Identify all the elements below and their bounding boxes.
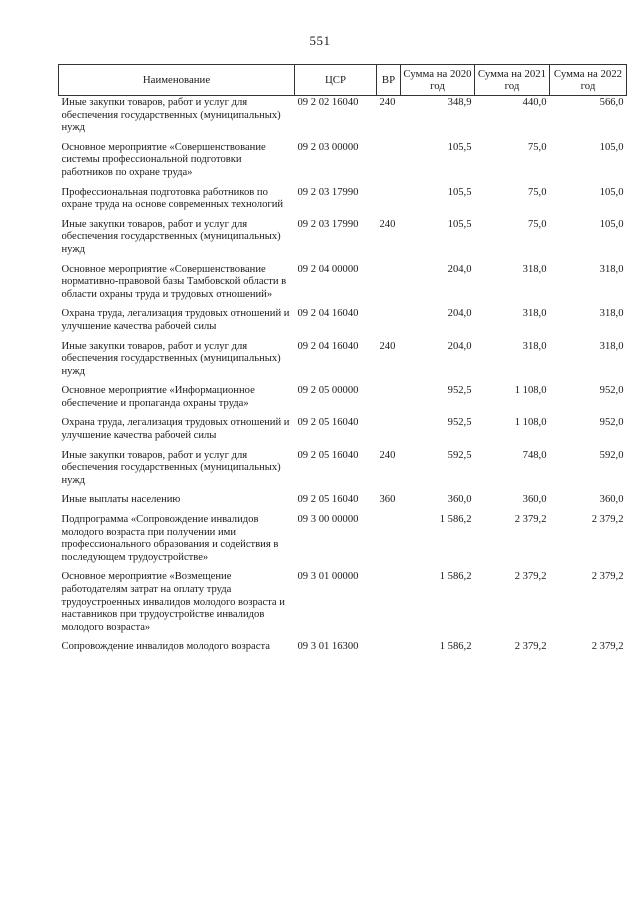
row-sum-2020: 1 586,2 xyxy=(439,514,472,526)
row-sum-2021: 318,0 xyxy=(522,308,547,320)
row-csr-code: 09 2 03 17990 xyxy=(297,218,359,230)
row-sum-2020: 105,5 xyxy=(447,141,472,153)
row-name: Иные закупки товаров, работ и услуг для обеспечения государственных (муниципальных) нужд xyxy=(61,218,281,255)
row-name: Охрана труда, легализация трудовых отношений и улучшение качества рабочей силы xyxy=(61,417,290,442)
row-csr-code: 09 2 05 16040 xyxy=(297,494,359,506)
row-name: Охрана труда, легализация трудовых отношений и улучшение качества рабочей силы xyxy=(61,308,290,332)
row-csr-code: 09 2 04 16040 xyxy=(297,308,359,320)
table-row xyxy=(59,141,627,186)
row-vr-code xyxy=(377,307,401,339)
row-sum-2021: 2 379,2 xyxy=(514,641,547,653)
row-sum-2022: 592,0 xyxy=(599,449,624,461)
row-sum-2020: 952,5 xyxy=(447,417,472,429)
row-sum-2021: 75,0 xyxy=(527,218,547,230)
row-sum-2022: 318,0 xyxy=(599,308,624,320)
row-sum-2020: 204,0 xyxy=(447,340,472,352)
row-sum-2022: 105,0 xyxy=(599,186,624,198)
row-sum-2021: 75,0 xyxy=(527,186,547,198)
row-sum-2021: 1 108,0 xyxy=(514,385,547,397)
header-sum-2022: Сумма на 2022 год xyxy=(550,65,627,96)
row-sum-2020: 952,5 xyxy=(447,385,472,397)
row-name: Основное мероприятие «Возмещение работодателям затрат на оплату труда трудоустроенных инвалидов молодого возраста и наставников при трудоустройстве инвалидов молодого возраста» xyxy=(61,571,285,633)
row-sum-2020: 1 586,2 xyxy=(439,571,472,583)
header-vr: ВР xyxy=(377,65,401,96)
table-row xyxy=(59,263,627,308)
row-vr-code xyxy=(377,186,401,218)
row-csr-code: 09 2 03 17990 xyxy=(297,186,359,198)
row-name: Профессиональная подготовка работников по охране труда на основе современных технологий xyxy=(61,186,284,211)
row-name: Иные выплаты населению xyxy=(61,494,181,506)
row-sum-2022: 105,0 xyxy=(599,141,624,153)
row-name: Подпрограмма «Сопровождение инвалидов молодого возраста при получении ими профессионального образования и содействия в последующем трудоустройстве» xyxy=(61,514,279,563)
row-name: Основное мероприятие «Информационное обеспечение и пропаганда охраны труда» xyxy=(61,385,255,409)
row-sum-2020: 592,5 xyxy=(447,449,472,461)
row-sum-2020: 105,5 xyxy=(447,218,472,230)
row-vr-code: 240 xyxy=(379,449,396,461)
page-number: 551 xyxy=(309,33,331,48)
table-row xyxy=(59,570,627,640)
row-sum-2021: 1 108,0 xyxy=(514,417,547,429)
row-vr-code xyxy=(377,570,401,640)
row-csr-code: 09 2 05 16040 xyxy=(297,417,359,429)
table-row xyxy=(59,384,627,416)
row-name: Иные закупки товаров, работ и услуг для обеспечения государственных (муниципальных) нужд xyxy=(61,97,281,134)
row-sum-2021: 2 379,2 xyxy=(514,571,547,583)
table-row xyxy=(59,449,627,494)
row-csr-code: 09 2 02 16040 xyxy=(297,97,359,108)
row-sum-2022: 105,0 xyxy=(599,218,624,230)
row-vr-code xyxy=(377,513,401,570)
row-sum-2021: 2 379,2 xyxy=(514,514,547,526)
row-sum-2021: 318,0 xyxy=(522,263,547,275)
table-row xyxy=(59,640,627,660)
table-row xyxy=(59,493,627,513)
row-vr-code xyxy=(377,640,401,660)
table-row xyxy=(59,513,627,570)
row-csr-code: 09 2 04 16040 xyxy=(297,340,359,352)
table-row xyxy=(59,340,627,385)
header-name: Наименование xyxy=(59,65,295,96)
row-name: Иные закупки товаров, работ и услуг для обеспечения государственных (муниципальных) нужд xyxy=(61,340,281,377)
row-vr-code xyxy=(377,384,401,416)
row-sum-2022: 318,0 xyxy=(599,340,624,352)
row-csr-code: 09 2 05 16040 xyxy=(297,449,359,461)
row-sum-2021: 360,0 xyxy=(522,494,547,506)
row-csr-code: 09 3 01 16300 xyxy=(297,641,359,653)
row-csr-code: 09 3 00 00000 xyxy=(297,514,359,526)
row-sum-2022: 2 379,2 xyxy=(591,641,624,653)
table-row xyxy=(59,186,627,218)
row-sum-2022: 952,0 xyxy=(599,417,624,429)
row-sum-2020: 360,0 xyxy=(447,494,472,506)
table-header xyxy=(59,65,627,96)
row-vr-code: 240 xyxy=(379,340,396,352)
row-vr-code: 360 xyxy=(379,494,396,506)
row-name: Сопровождение инвалидов молодого возраста xyxy=(61,641,270,653)
row-csr-code: 09 2 05 00000 xyxy=(297,385,359,397)
row-sum-2020: 105,5 xyxy=(447,186,472,198)
row-sum-2020: 204,0 xyxy=(447,308,472,320)
row-vr-code xyxy=(377,141,401,186)
row-name: Основное мероприятие «Совершенствование системы профессиональной подготовки работников по охране труда» xyxy=(61,141,266,178)
row-vr-code: 240 xyxy=(379,97,396,108)
row-sum-2021: 318,0 xyxy=(522,340,547,352)
row-sum-2020: 204,0 xyxy=(447,263,472,275)
row-vr-code xyxy=(377,263,401,308)
row-sum-2022: 318,0 xyxy=(599,263,624,275)
row-sum-2021: 440,0 xyxy=(522,97,547,108)
row-csr-code: 09 3 01 00000 xyxy=(297,571,359,583)
table-row xyxy=(59,96,627,141)
row-vr-code xyxy=(377,416,401,448)
header-sum-2020: Сумма на 2020 год xyxy=(401,65,475,96)
row-sum-2020: 348,9 xyxy=(447,97,472,108)
row-csr-code: 09 2 04 00000 xyxy=(297,263,359,275)
table-row xyxy=(59,307,627,339)
table-row xyxy=(59,218,627,263)
row-name: Основное мероприятие «Совершенствование нормативно-правовой базы Тамбовской области в области охраны труда и трудовых отношений» xyxy=(61,263,287,300)
row-sum-2020: 1 586,2 xyxy=(439,641,472,653)
row-sum-2022: 2 379,2 xyxy=(591,571,624,583)
row-sum-2022: 952,0 xyxy=(599,385,624,397)
row-sum-2022: 566,0 xyxy=(599,97,624,108)
row-sum-2021: 75,0 xyxy=(527,141,547,153)
row-name: Иные закупки товаров, работ и услуг для обеспечения государственных (муниципальных) нужд xyxy=(61,449,281,486)
row-sum-2021: 748,0 xyxy=(522,449,547,461)
budget-table xyxy=(58,64,627,660)
row-sum-2022: 2 379,2 xyxy=(591,514,624,526)
row-vr-code: 240 xyxy=(379,218,396,230)
table-row xyxy=(59,416,627,448)
header-csr: ЦСР xyxy=(295,65,377,96)
row-sum-2022: 360,0 xyxy=(599,494,624,506)
table-body xyxy=(59,96,627,660)
header-sum-2021: Сумма на 2021 год xyxy=(475,65,550,96)
row-csr-code: 09 2 03 00000 xyxy=(297,141,359,153)
